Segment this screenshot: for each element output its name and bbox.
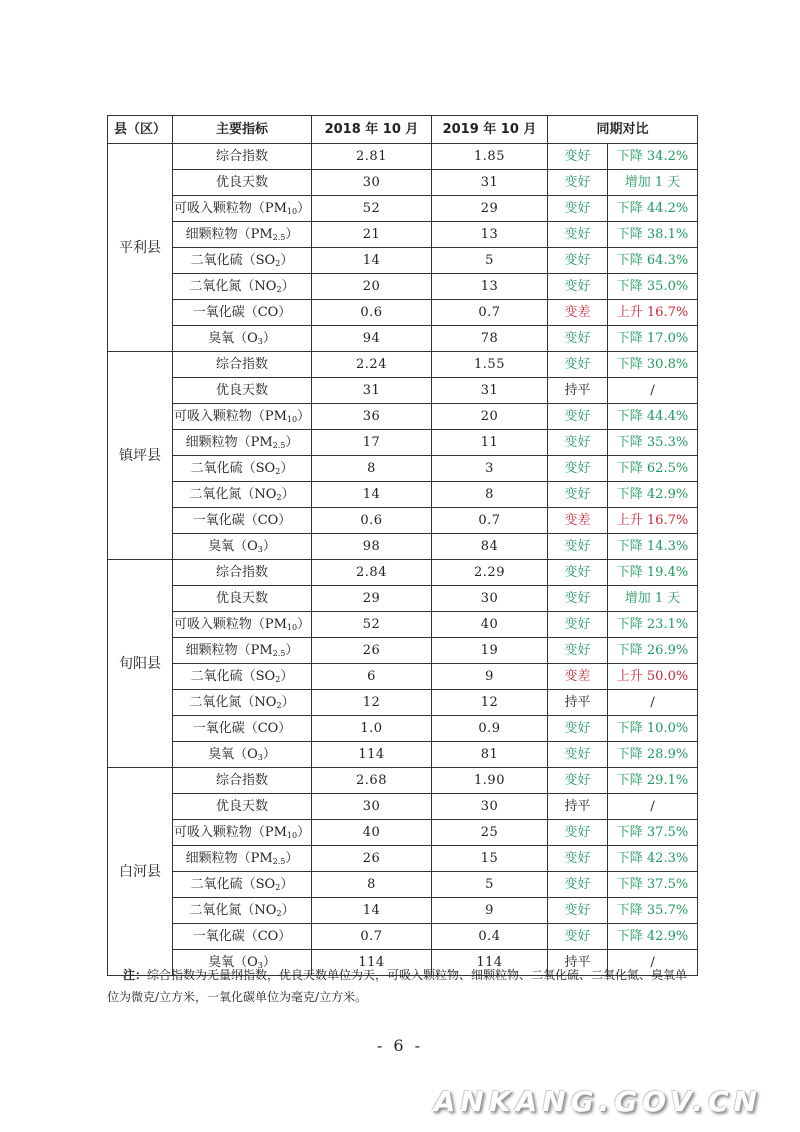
trend-label: 变好: [548, 924, 608, 950]
indicator-label: 细颗粒物（PM: [185, 434, 273, 450]
table-row: [108, 430, 698, 456]
indicator-suffix: ）: [281, 278, 295, 294]
indicator-label: 二氧化硫（SO: [190, 876, 276, 892]
table-row: [108, 768, 698, 794]
value-2018: 114: [312, 950, 432, 976]
indicator-name: [173, 534, 312, 560]
indicator-suffix: ）: [280, 668, 294, 684]
value-2018: 52: [312, 196, 432, 222]
table-header-row: [108, 116, 698, 144]
indicator-suffix: ）: [262, 538, 276, 554]
value-2019: 11: [432, 430, 548, 456]
value-2019: 12: [432, 690, 548, 716]
note-label: 注：: [123, 968, 148, 982]
indicator-name: [173, 456, 312, 482]
header-2018: 2018 年 10 月: [312, 116, 432, 144]
indicator-suffix: ）: [297, 824, 311, 840]
value-2018: 30: [312, 170, 432, 196]
change-value: 下降 62.5%: [608, 456, 698, 482]
value-2019: 78: [432, 326, 548, 352]
value-2018: 14: [312, 898, 432, 924]
indicator-label: 二氧化硫（SO: [190, 460, 276, 476]
change-value: 下降 35.0%: [608, 274, 698, 300]
indicator-label: 臭氧（O: [208, 538, 258, 554]
indicator-subscript: 2.5: [272, 232, 286, 242]
change-value: /: [608, 950, 698, 976]
value-2018: 12: [312, 690, 432, 716]
indicator-label: 臭氧（O: [208, 954, 258, 970]
indicator-subscript: 2: [276, 284, 282, 294]
change-value: 下降 29.1%: [608, 768, 698, 794]
table-row: [108, 794, 698, 820]
indicator-label: 细颗粒物（PM: [185, 850, 273, 866]
value-2018: 6: [312, 664, 432, 690]
change-value: 下降 35.3%: [608, 430, 698, 456]
change-value: 下降 26.9%: [608, 638, 698, 664]
change-value: 下降 38.1%: [608, 222, 698, 248]
table-row: [108, 690, 698, 716]
indicator-name: [173, 794, 312, 820]
indicator-subscript: 2.5: [272, 440, 286, 450]
table-row: [108, 924, 698, 950]
change-value: 下降 42.3%: [608, 846, 698, 872]
trend-label: 变好: [548, 846, 608, 872]
indicator-name: [173, 248, 312, 274]
county-name: 平利县: [108, 144, 173, 352]
table-row: [108, 612, 698, 638]
trend-label: 变好: [548, 560, 608, 586]
indicator-suffix: ）: [281, 694, 295, 710]
trend-label: 变好: [548, 898, 608, 924]
table-row: [108, 586, 698, 612]
indicator-label: 二氧化氮（NO: [189, 902, 277, 918]
indicator-name: [173, 664, 312, 690]
change-value: 下降 44.4%: [608, 404, 698, 430]
change-value: 下降 64.3%: [608, 248, 698, 274]
indicator-subscript: 10: [286, 830, 298, 840]
value-2018: 20: [312, 274, 432, 300]
change-value: 上升 16.7%: [608, 508, 698, 534]
value-2019: 0.4: [432, 924, 548, 950]
indicator-suffix: ）: [262, 330, 276, 346]
value-2019: 30: [432, 794, 548, 820]
table-row: [108, 846, 698, 872]
indicator-name: [173, 586, 312, 612]
table-row: [108, 144, 698, 170]
indicator-name: [173, 846, 312, 872]
indicator-suffix: ）: [262, 746, 276, 762]
change-value: 下降 34.2%: [608, 144, 698, 170]
value-2018: 52: [312, 612, 432, 638]
value-2019: 40: [432, 612, 548, 638]
trend-label: 变好: [548, 430, 608, 456]
trend-label: 变好: [548, 274, 608, 300]
indicator-name: [173, 768, 312, 794]
trend-label: 变好: [548, 352, 608, 378]
indicator-subscript: 3: [257, 544, 263, 554]
indicator-label: 综合指数: [215, 149, 268, 164]
value-2019: 2.29: [432, 560, 548, 586]
value-2019: 20: [432, 404, 548, 430]
indicator-subscript: 10: [286, 622, 298, 632]
table-row: [108, 742, 698, 768]
change-value: 下降 37.5%: [608, 820, 698, 846]
indicator-name: [173, 482, 312, 508]
indicator-subscript: 3: [257, 960, 263, 970]
value-2018: 31: [312, 378, 432, 404]
value-2019: 81: [432, 742, 548, 768]
value-2018: 36: [312, 404, 432, 430]
value-2019: 19: [432, 638, 548, 664]
change-value: /: [608, 690, 698, 716]
indicator-subscript: 2: [275, 466, 281, 476]
indicator-label: 综合指数: [215, 565, 268, 580]
trend-label: 变差: [548, 508, 608, 534]
indicator-subscript: 2.5: [272, 856, 286, 866]
table-row: [108, 716, 698, 742]
trend-label: 变好: [548, 326, 608, 352]
value-2018: 14: [312, 482, 432, 508]
trend-label: 变差: [548, 300, 608, 326]
indicator-suffix: ）: [285, 850, 299, 866]
value-2018: 2.84: [312, 560, 432, 586]
indicator-name: [173, 638, 312, 664]
change-value: 下降 28.9%: [608, 742, 698, 768]
indicator-name: [173, 170, 312, 196]
value-2018: 29: [312, 586, 432, 612]
trend-label: 变好: [548, 768, 608, 794]
indicator-suffix: ）: [280, 460, 294, 476]
trend-label: 变好: [548, 612, 608, 638]
indicator-suffix: ）: [280, 252, 294, 268]
indicator-subscript: 2: [276, 492, 282, 502]
indicator-name: [173, 352, 312, 378]
indicator-label: 臭氧（O: [208, 330, 258, 346]
trend-label: 变好: [548, 196, 608, 222]
value-2019: 1.90: [432, 768, 548, 794]
change-value: 下降 37.5%: [608, 872, 698, 898]
indicator-suffix: ）: [280, 876, 294, 892]
indicator-name: [173, 872, 312, 898]
indicator-name: [173, 404, 312, 430]
indicator-name: [173, 820, 312, 846]
value-2018: 26: [312, 846, 432, 872]
table-row: [108, 872, 698, 898]
trend-label: 变好: [548, 144, 608, 170]
table-row: [108, 222, 698, 248]
header-comparison: 同期对比: [548, 116, 698, 144]
indicator-name: [173, 378, 312, 404]
indicator-name: [173, 430, 312, 456]
table-row: [108, 170, 698, 196]
table-row: [108, 352, 698, 378]
indicator-name: [173, 144, 312, 170]
header-2019: 2019 年 10 月: [432, 116, 548, 144]
value-2018: 40: [312, 820, 432, 846]
indicator-suffix: ）: [281, 902, 295, 918]
indicator-subscript: 10: [286, 206, 298, 216]
table-row: [108, 482, 698, 508]
indicator-label: 二氧化氮（NO: [189, 278, 277, 294]
table-row: [108, 248, 698, 274]
value-2019: 8: [432, 482, 548, 508]
change-value: 下降 42.9%: [608, 924, 698, 950]
indicator-subscript: 3: [257, 336, 263, 346]
note-text: 综合指数为无量纲指数，优良天数单位为天，可吸入颗粒物、细颗粒物、二氧化硫、二氧化氮、臭氧单位为微克/立方米，一氧化碳单位为毫克/立方米。: [107, 968, 688, 1004]
table-note: [107, 964, 699, 1008]
change-value: /: [608, 378, 698, 404]
change-value: 下降 44.2%: [608, 196, 698, 222]
indicator-label: 优良天数: [215, 175, 268, 190]
change-value: /: [608, 794, 698, 820]
value-2018: 8: [312, 456, 432, 482]
indicator-suffix: ）: [297, 200, 311, 216]
value-2018: 1.0: [312, 716, 432, 742]
indicator-name: [173, 898, 312, 924]
indicator-label: 一氧化碳（CO）: [192, 721, 292, 736]
air-quality-table: [107, 115, 698, 976]
indicator-name: [173, 924, 312, 950]
value-2019: 31: [432, 170, 548, 196]
indicator-label: 综合指数: [215, 773, 268, 788]
table-row: [108, 326, 698, 352]
value-2019: 15: [432, 846, 548, 872]
trend-label: 变好: [548, 170, 608, 196]
value-2019: 13: [432, 222, 548, 248]
trend-label: 变好: [548, 222, 608, 248]
indicator-suffix: ）: [297, 408, 311, 424]
indicator-suffix: ）: [297, 616, 311, 632]
value-2018: 14: [312, 248, 432, 274]
change-value: 下降 10.0%: [608, 716, 698, 742]
trend-label: 变好: [548, 716, 608, 742]
value-2018: 8: [312, 872, 432, 898]
indicator-subscript: 2.5: [272, 648, 286, 658]
value-2019: 84: [432, 534, 548, 560]
value-2018: 21: [312, 222, 432, 248]
indicator-subscript: 10: [286, 414, 298, 424]
change-value: 下降 42.9%: [608, 482, 698, 508]
value-2018: 2.24: [312, 352, 432, 378]
indicator-subscript: 3: [257, 752, 263, 762]
indicator-name: [173, 716, 312, 742]
table-row: [108, 378, 698, 404]
trend-label: 变好: [548, 742, 608, 768]
indicator-label: 二氧化氮（NO: [189, 486, 277, 502]
trend-label: 持平: [548, 378, 608, 404]
table-row: [108, 534, 698, 560]
indicator-name: [173, 612, 312, 638]
indicator-label: 优良天数: [215, 591, 268, 606]
value-2019: 5: [432, 248, 548, 274]
value-2019: 1.55: [432, 352, 548, 378]
table-row: [108, 196, 698, 222]
indicator-label: 可吸入颗粒物（PM: [173, 824, 287, 840]
indicator-label: 优良天数: [215, 799, 268, 814]
indicator-subscript: 2: [275, 882, 281, 892]
indicator-label: 可吸入颗粒物（PM: [173, 616, 287, 632]
value-2018: 0.6: [312, 300, 432, 326]
indicator-label: 可吸入颗粒物（PM: [173, 408, 287, 424]
indicator-subscript: 2: [276, 700, 282, 710]
value-2019: 31: [432, 378, 548, 404]
value-2019: 0.7: [432, 508, 548, 534]
indicator-name: [173, 690, 312, 716]
value-2019: 5: [432, 872, 548, 898]
table-row: [108, 664, 698, 690]
indicator-name: [173, 274, 312, 300]
indicator-name: [173, 222, 312, 248]
table-row: [108, 638, 698, 664]
change-value: 下降 35.7%: [608, 898, 698, 924]
change-value: 增加 1 天: [608, 586, 698, 612]
header-county: 县（区）: [108, 116, 173, 144]
table-row: [108, 898, 698, 924]
table-row: [108, 508, 698, 534]
value-2019: 9: [432, 664, 548, 690]
indicator-label: 综合指数: [215, 357, 268, 372]
value-2019: 9: [432, 898, 548, 924]
indicator-name: [173, 560, 312, 586]
trend-label: 持平: [548, 690, 608, 716]
change-value: 上升 50.0%: [608, 664, 698, 690]
trend-label: 变差: [548, 664, 608, 690]
value-2018: 2.81: [312, 144, 432, 170]
value-2019: 13: [432, 274, 548, 300]
change-value: 下降 17.0%: [608, 326, 698, 352]
indicator-label: 一氧化碳（CO）: [192, 929, 292, 944]
table-row: [108, 820, 698, 846]
indicator-label: 二氧化硫（SO: [190, 668, 276, 684]
trend-label: 变好: [548, 248, 608, 274]
indicator-label: 一氧化碳（CO）: [192, 513, 292, 528]
value-2018: 2.68: [312, 768, 432, 794]
indicator-name: [173, 300, 312, 326]
change-value: 下降 14.3%: [608, 534, 698, 560]
value-2019: 1.85: [432, 144, 548, 170]
change-value: 下降 30.8%: [608, 352, 698, 378]
value-2018: 17: [312, 430, 432, 456]
indicator-label: 优良天数: [215, 383, 268, 398]
value-2018: 0.7: [312, 924, 432, 950]
value-2019: 114: [432, 950, 548, 976]
change-value: 下降 19.4%: [608, 560, 698, 586]
county-name: 旬阳县: [108, 560, 173, 768]
trend-label: 持平: [548, 794, 608, 820]
indicator-name: [173, 508, 312, 534]
county-name: 镇坪县: [108, 352, 173, 560]
county-name: 白河县: [108, 768, 173, 976]
value-2019: 25: [432, 820, 548, 846]
indicator-label: 二氧化硫（SO: [190, 252, 276, 268]
indicator-label: 一氧化碳（CO）: [192, 305, 292, 320]
value-2018: 30: [312, 794, 432, 820]
trend-label: 变好: [548, 638, 608, 664]
indicator-name: [173, 196, 312, 222]
value-2018: 94: [312, 326, 432, 352]
table-row: [108, 404, 698, 430]
header-indicator: 主要指标: [173, 116, 312, 144]
trend-label: 持平: [548, 950, 608, 976]
indicator-suffix: ）: [285, 642, 299, 658]
table-row: [108, 456, 698, 482]
indicator-label: 可吸入颗粒物（PM: [173, 200, 287, 216]
value-2019: 3: [432, 456, 548, 482]
value-2018: 114: [312, 742, 432, 768]
trend-label: 变好: [548, 872, 608, 898]
value-2019: 30: [432, 586, 548, 612]
trend-label: 变好: [548, 534, 608, 560]
table-row: [108, 274, 698, 300]
indicator-suffix: ）: [281, 486, 295, 502]
change-value: 增加 1 天: [608, 170, 698, 196]
site-watermark: ANKANG.GOV.CN: [433, 1085, 762, 1118]
indicator-label: 细颗粒物（PM: [185, 642, 273, 658]
indicator-subscript: 2: [275, 258, 281, 268]
indicator-label: 臭氧（O: [208, 746, 258, 762]
indicator-name: [173, 742, 312, 768]
indicator-suffix: ）: [285, 226, 299, 242]
table-body: [108, 144, 698, 976]
value-2019: 0.9: [432, 716, 548, 742]
page-number: - 6 -: [376, 1036, 424, 1055]
trend-label: 变好: [548, 586, 608, 612]
indicator-suffix: ）: [285, 434, 299, 450]
table-row: [108, 560, 698, 586]
trend-label: 变好: [548, 820, 608, 846]
value-2018: 98: [312, 534, 432, 560]
indicator-subscript: 2: [276, 908, 282, 918]
value-2018: 0.6: [312, 508, 432, 534]
indicator-label: 细颗粒物（PM: [185, 226, 273, 242]
value-2019: 0.7: [432, 300, 548, 326]
change-value: 上升 16.7%: [608, 300, 698, 326]
value-2018: 26: [312, 638, 432, 664]
trend-label: 变好: [548, 404, 608, 430]
change-value: 下降 23.1%: [608, 612, 698, 638]
trend-label: 变好: [548, 456, 608, 482]
table-row: [108, 300, 698, 326]
indicator-name: [173, 326, 312, 352]
indicator-suffix: ）: [262, 954, 276, 970]
trend-label: 变好: [548, 482, 608, 508]
indicator-subscript: 2: [275, 674, 281, 684]
value-2019: 29: [432, 196, 548, 222]
indicator-label: 二氧化氮（NO: [189, 694, 277, 710]
